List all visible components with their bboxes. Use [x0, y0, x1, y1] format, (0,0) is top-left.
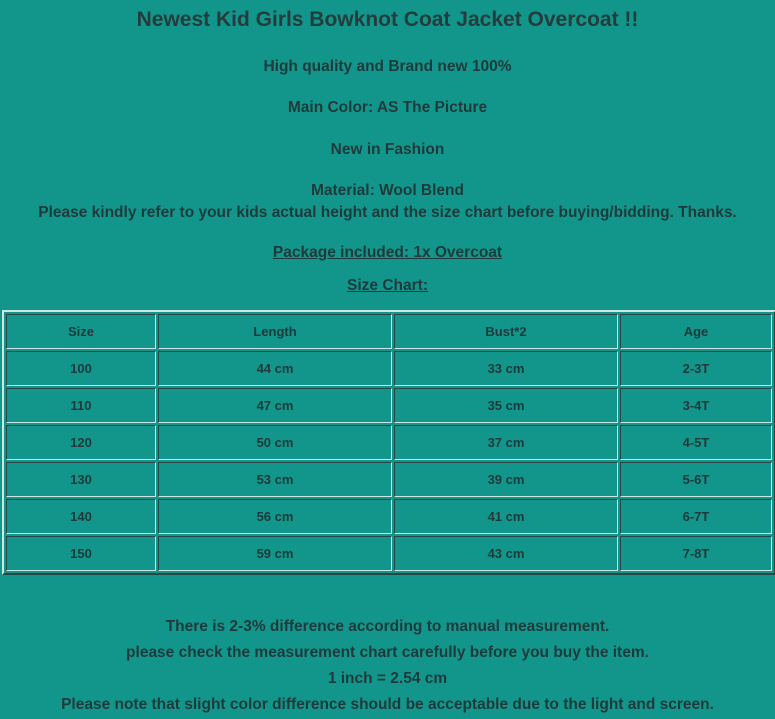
size-chart-table — [2, 310, 775, 575]
table-row — [6, 388, 772, 423]
main-color-text: Main Color: AS The Picture — [287, 99, 488, 116]
cell-length: 47 cm — [158, 388, 392, 423]
header-bust: Bust*2 — [394, 314, 618, 349]
cell-age: 5-6T — [620, 462, 772, 497]
table-row — [6, 351, 772, 386]
check-chart-text: please check the measurement chart carefully before you buy the item. — [126, 644, 649, 661]
cell-age: 2-3T — [620, 351, 772, 386]
package-text: Package included: 1x Overcoat — [272, 244, 503, 261]
cell-bust: 43 cm — [394, 536, 618, 571]
fashion-text: New in Fashion — [330, 141, 445, 158]
cell-size: 140 — [6, 499, 156, 534]
color-difference-text: Please note that slight color difference should be acceptable due to the light and screen. — [61, 696, 714, 713]
cell-length: 44 cm — [158, 351, 392, 386]
cell-size: 100 — [6, 351, 156, 386]
cell-age: 3-4T — [620, 388, 772, 423]
cell-bust: 39 cm — [394, 462, 618, 497]
cell-length: 56 cm — [158, 499, 392, 534]
cell-bust: 33 cm — [394, 351, 618, 386]
header-age: Age — [620, 314, 772, 349]
cell-age: 6-7T — [620, 499, 772, 534]
table-row — [6, 499, 772, 534]
cell-length: 50 cm — [158, 425, 392, 460]
cell-size: 120 — [6, 425, 156, 460]
table-row — [6, 462, 772, 497]
cell-length: 53 cm — [158, 462, 392, 497]
quality-text: High quality and Brand new 100% — [263, 58, 512, 75]
measurement-difference-text: There is 2-3% difference according to manual measurement. — [165, 618, 610, 635]
cell-bust: 35 cm — [394, 388, 618, 423]
cell-bust: 37 cm — [394, 425, 618, 460]
cell-bust: 41 cm — [394, 499, 618, 534]
table-header-row — [6, 314, 772, 349]
table-row — [6, 425, 772, 460]
cell-age: 7-8T — [620, 536, 772, 571]
size-chart-heading: Size Chart: — [347, 277, 428, 294]
header-length: Length — [158, 314, 392, 349]
cell-size: 130 — [6, 462, 156, 497]
material-text: Material: Wool Blend — [310, 182, 464, 199]
size-advice-text: Please kindly refer to your kids actual height and the size chart before buying/bidding. Thanks. — [38, 204, 737, 221]
cell-age: 4-5T — [620, 425, 772, 460]
inch-conversion-text: 1 inch = 2.54 cm — [327, 670, 448, 687]
cell-length: 59 cm — [158, 536, 392, 571]
table-row — [6, 536, 772, 571]
cell-size: 150 — [6, 536, 156, 571]
page-title: Newest Kid Girls Bowknot Coat Jacket Overcoat !! — [136, 8, 639, 31]
cell-size: 110 — [6, 388, 156, 423]
header-size: Size — [6, 314, 156, 349]
